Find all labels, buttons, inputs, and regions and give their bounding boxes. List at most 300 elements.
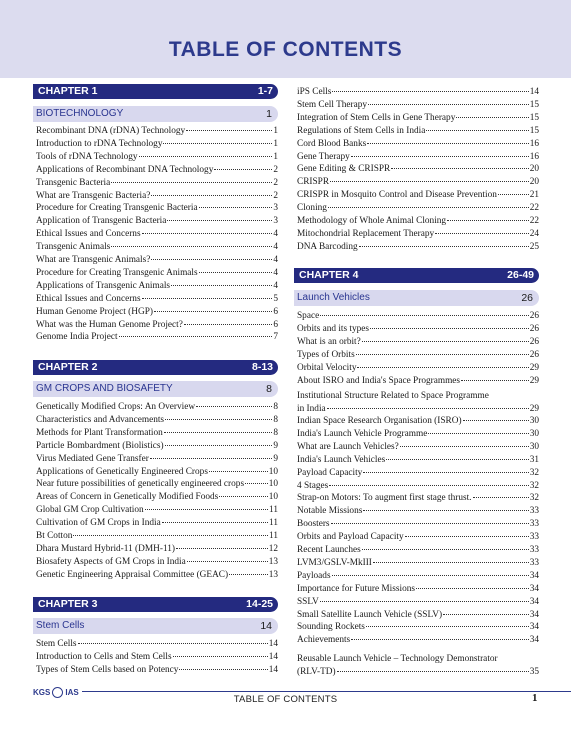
footer-title: TABLE OF CONTENTS	[233, 694, 338, 705]
dot-leader	[367, 143, 528, 144]
dot-leader	[351, 639, 529, 640]
chapter-2-section[interactable]: GM CROPS AND BIOSAFETY 8	[33, 381, 278, 397]
toc-entry[interactable]	[297, 481, 539, 492]
toc-entry-title: Genome India Project	[36, 332, 118, 343]
toc-entry[interactable]	[36, 544, 278, 555]
toc-entry-title: Application of Transgenic Bacteria	[36, 216, 167, 227]
toc-entry[interactable]	[36, 216, 278, 227]
toc-entry[interactable]	[297, 519, 539, 530]
dot-leader	[330, 181, 529, 182]
toc-entry[interactable]	[297, 506, 539, 517]
dot-leader	[400, 446, 529, 447]
toc-entry-page: 20	[529, 164, 539, 175]
dot-leader	[165, 419, 272, 420]
dot-leader	[328, 207, 529, 208]
toc-entry[interactable]	[297, 126, 539, 137]
dot-leader	[199, 207, 273, 208]
toc-entry-title: Orbital Velocity	[297, 362, 357, 373]
page-title: TABLE OF CONTENTS	[168, 38, 403, 61]
toc-entry-title: Cultivation of GM Crops in India	[36, 518, 161, 529]
toc-entry-page: 32	[529, 493, 539, 504]
toc-entry-title: Achievements	[297, 635, 351, 646]
dot-leader	[416, 588, 529, 589]
toc-entry-page: 12	[268, 543, 278, 554]
dot-leader	[162, 522, 268, 523]
toc-entry[interactable]	[36, 531, 278, 542]
toc-entry-page: 2	[273, 164, 278, 175]
toc-entry-page: 6	[273, 319, 278, 330]
toc-entry-title: Procedure for Creating Transgenic Animals	[36, 267, 198, 278]
toc-entry[interactable]	[36, 139, 278, 150]
toc-entry-page: 30	[529, 441, 539, 452]
toc-entry[interactable]	[36, 152, 278, 163]
toc-entry[interactable]	[297, 229, 539, 240]
toc-entry[interactable]	[36, 557, 278, 568]
toc-entry-page: 4	[273, 280, 278, 291]
toc-entry-page: 29	[529, 375, 539, 386]
toc-entry-page: 33	[529, 519, 539, 530]
dot-leader	[405, 536, 529, 537]
toc-entry[interactable]	[36, 415, 278, 426]
toc-entry-title: Introduction to rDNA Technology	[36, 138, 163, 149]
toc-entry-page: 33	[529, 506, 539, 517]
toc-entry[interactable]	[297, 100, 539, 111]
toc-entry[interactable]	[297, 622, 539, 633]
toc-entry-title: Stem Cells	[36, 639, 77, 649]
toc-entry-title: Indian Space Research Organisation (ISRO)	[297, 416, 462, 426]
toc-entry[interactable]	[36, 165, 278, 176]
toc-entry[interactable]	[36, 467, 278, 478]
toc-entry-page: 4	[273, 229, 278, 240]
toc-entry[interactable]	[297, 635, 539, 646]
toc-entry-title: What are Transgenic Animals?	[36, 255, 151, 265]
toc-entry-page: 34	[529, 609, 539, 620]
toc-entry[interactable]	[297, 558, 539, 569]
toc-entry-title: What are Launch Vehicles?	[297, 441, 399, 452]
toc-entry-title: Applications of Genetically Engineered Crops	[36, 466, 208, 477]
toc-entry-title: India's Launch Vehicle Programme	[297, 428, 428, 439]
toc-entry-page: 6	[273, 306, 278, 317]
kgs-ias-logo: KGS IAS	[33, 687, 79, 697]
toc-entry[interactable]	[297, 597, 539, 608]
toc-entry[interactable]: (RLV-TD) 35	[297, 667, 539, 677]
toc-entry-page: 31	[529, 454, 539, 465]
toc-entry-page: 14	[529, 87, 539, 97]
dot-leader	[435, 233, 529, 234]
toc-entry-title: Importance for Future Missions	[297, 583, 415, 594]
dot-leader	[73, 535, 268, 536]
toc-entry-title: Human Genome Project (HGP)	[36, 306, 153, 317]
toc-entry-page: 21	[529, 190, 539, 201]
toc-entry-page: 16	[529, 138, 539, 149]
toc-entry[interactable]	[36, 294, 278, 305]
toc-entry-page: 5	[273, 293, 278, 304]
dot-leader	[370, 328, 529, 329]
dot-leader	[447, 220, 529, 221]
toc-entry[interactable]	[297, 152, 539, 163]
dot-leader	[145, 509, 268, 510]
toc-entry[interactable]	[36, 126, 278, 137]
toc-entry[interactable]	[36, 332, 278, 343]
dot-leader	[320, 601, 529, 602]
toc-entry-title: Dhara Mustard Hybrid-11 (DMH-11)	[36, 543, 175, 554]
dot-leader	[111, 246, 272, 247]
dot-leader	[154, 311, 272, 312]
dot-leader	[391, 168, 528, 169]
toc-entry-page: 13	[268, 569, 278, 580]
toc-entry-page: 11	[269, 505, 278, 516]
toc-entry-page: 34	[529, 622, 539, 633]
toc-entry-page: 13	[268, 556, 278, 567]
toc-entry[interactable]	[297, 429, 539, 440]
dot-leader	[463, 420, 529, 421]
toc-entry-line1[interactable]: Reusable Launch Vehicle – Technology Demonstrator	[297, 654, 498, 664]
toc-entry-page: 2	[273, 177, 278, 188]
toc-entry[interactable]	[297, 610, 539, 621]
toc-entry-title: Applications of Recombinant DNA Technology	[36, 164, 214, 175]
dot-leader	[163, 143, 272, 144]
toc-entry-title: Methodology of Whole Animal Cloning	[297, 216, 447, 226]
toc-entry-page: 30	[529, 416, 539, 426]
dot-leader	[362, 549, 529, 550]
toc-entry-page: 9	[273, 453, 278, 464]
dot-leader	[443, 614, 529, 615]
dot-leader	[196, 406, 272, 407]
toc-entry[interactable]	[297, 177, 539, 188]
dot-leader	[331, 523, 529, 524]
dot-leader	[187, 561, 268, 562]
dot-leader	[214, 169, 272, 170]
dot-leader	[428, 433, 528, 434]
toc-entry[interactable]	[36, 665, 278, 676]
toc-entry[interactable]	[36, 639, 278, 650]
dot-leader	[171, 285, 272, 286]
dot-leader	[498, 194, 529, 195]
dot-leader	[357, 367, 528, 368]
dot-leader	[219, 496, 267, 497]
toc-entry-page: 26	[529, 311, 539, 321]
toc-entry-page: 4	[273, 267, 278, 278]
toc-entry-page: 10	[268, 492, 278, 503]
toc-entry-title: Space	[297, 311, 320, 321]
toc-entry-title: Virus Mediated Gene Transfer	[36, 453, 149, 464]
toc-entry-title: India's Launch Vehicles	[297, 454, 386, 465]
dot-leader	[351, 156, 529, 157]
dot-leader	[186, 130, 272, 131]
toc-entry[interactable]	[297, 324, 539, 335]
dot-leader	[209, 471, 268, 472]
toc-entry-title: CRISPR	[297, 177, 330, 188]
toc-entry-page: 33	[529, 557, 539, 568]
toc-entry-page: 26	[529, 349, 539, 360]
toc-entry-title: Tools of rDNA Technology	[36, 151, 138, 162]
toc-entry-page: 33	[529, 532, 539, 543]
toc-entry-page: 25	[529, 241, 539, 252]
chapter-4-section[interactable]: Launch Vehicles 26	[294, 290, 539, 306]
toc-entry-title: Types of Orbits	[297, 349, 355, 360]
toc-entry-title: Sounding Rockets	[297, 622, 365, 633]
dot-leader	[173, 656, 268, 657]
toc-entry-page: 8	[273, 414, 278, 425]
toc-entry[interactable]	[297, 493, 539, 504]
toc-entry-page: 26	[529, 323, 539, 334]
toc-entry[interactable]	[36, 428, 278, 439]
dot-leader	[362, 341, 529, 342]
dot-leader	[229, 574, 268, 575]
dot-leader	[150, 458, 273, 459]
toc-entry-title: Ethical Issues and Concerns	[36, 293, 141, 304]
toc-entry-title: Particle Bombardment (Biolistics)	[36, 440, 164, 451]
toc-entry-title: Payload Capacity	[297, 467, 363, 478]
toc-entry-title: Orbits and Payload Capacity	[297, 532, 404, 543]
toc-entry-page: 34	[529, 596, 539, 607]
toc-entry-page: 4	[273, 255, 278, 265]
toc-entry[interactable]	[297, 416, 539, 427]
toc-entry-line1[interactable]: Institutional Structure Related to Space Programme	[297, 391, 489, 401]
dot-leader	[363, 510, 528, 511]
toc-entry[interactable]	[297, 190, 539, 201]
toc-entry-title: Stem Cell Therapy	[297, 99, 368, 110]
dot-leader	[426, 130, 528, 131]
dot-leader	[329, 485, 528, 486]
toc-entry-page: 10	[268, 479, 278, 490]
toc-entry-title: Genetically Modified Crops: An Overview	[36, 402, 196, 412]
chapter-3-header[interactable]: CHAPTER 3 14-25	[33, 597, 278, 612]
toc-entry-title: Cloning	[297, 203, 327, 214]
toc-entry-page: 2	[273, 190, 278, 201]
toc-entry-title: Regulations of Stem Cells in India	[297, 125, 426, 136]
dot-leader	[461, 380, 529, 381]
toc-entry-title: Ethical Issues and Concerns	[36, 229, 141, 240]
toc-entry-title: Strap-on Motors: To augment first stage thrust.	[297, 493, 472, 504]
toc-entry-title: Recombinant DNA (rDNA) Technology	[36, 126, 186, 136]
toc-entry-page: 1	[273, 138, 278, 149]
toc-entry[interactable]	[36, 191, 278, 202]
dot-leader	[119, 336, 273, 337]
toc-entry-page: 1	[273, 126, 278, 136]
dot-leader	[199, 272, 273, 273]
toc-entry[interactable]	[36, 518, 278, 529]
toc-entry-title: Gene Editing & CRISPR	[297, 164, 391, 175]
dot-leader	[456, 117, 528, 118]
toc-entry-title: iPS Cells	[297, 87, 332, 97]
toc-entry-title: Mitochondrial Replacement Therapy	[297, 228, 435, 239]
toc-entry-title: Methods for Plant Transformation	[36, 427, 163, 438]
dot-leader	[164, 432, 273, 433]
toc-entry[interactable]	[297, 584, 539, 595]
toc-entry[interactable]	[297, 337, 539, 348]
toc-entry-page: 26	[529, 336, 539, 347]
dot-leader	[139, 156, 273, 157]
toc-entry-title: SSLV	[297, 596, 319, 607]
toc-entry[interactable]	[36, 320, 278, 331]
toc-entry-page: 24	[529, 228, 539, 239]
toc-entry[interactable]	[36, 505, 278, 516]
toc-entry-page: 33	[529, 545, 539, 555]
toc-entry-page: 3	[273, 203, 278, 214]
toc-entry[interactable]	[297, 363, 539, 374]
toc-entry-title: Genetic Engineering Appraisal Committee (GEAC)	[36, 569, 229, 580]
toc-entry-title: Cord Blood Banks	[297, 138, 367, 149]
toc-entry[interactable]	[297, 571, 539, 582]
toc-entry-title: What are Transgenic Bacteria?	[36, 190, 151, 201]
toc-entry-title: Applications of Transgenic Animals	[36, 280, 171, 291]
toc-entry-page: 15	[529, 112, 539, 123]
toc-entry-title: Introduction to Cells and Stem Cells	[36, 651, 172, 662]
dot-leader	[386, 459, 528, 460]
toc-entry[interactable]	[36, 454, 278, 465]
toc-entry-page: 9	[273, 440, 278, 451]
toc-entry[interactable]	[297, 468, 539, 479]
dot-leader	[151, 259, 272, 260]
dot-leader	[142, 233, 273, 234]
dot-leader	[78, 643, 268, 644]
toc-entry-title: Transgenic Bacteria	[36, 177, 111, 188]
toc-entry-title: Near future possibilities of genetically engineered crops	[36, 479, 245, 490]
toc-entry[interactable]	[36, 255, 278, 266]
page-number: 1	[532, 692, 538, 704]
toc-entry-title: Bt Cotton	[36, 531, 73, 541]
toc-entry-title: Integration of Stem Cells in Gene Therapy	[297, 112, 456, 123]
toc-entry-title: CRISPR in Mosquito Control and Disease Prevention	[297, 190, 497, 201]
toc-entry-page: 22	[529, 203, 539, 214]
toc-entry-page: 16	[529, 151, 539, 162]
toc-entry[interactable]	[36, 268, 278, 279]
toc-entry-title: Procedure for Creating Transgenic Bacteria	[36, 203, 198, 214]
dot-leader	[176, 548, 268, 549]
toc-entry-page: 15	[529, 125, 539, 136]
toc-entry-title: What is an orbit?	[297, 336, 361, 347]
toc-entry[interactable]	[297, 442, 539, 453]
toc-entry[interactable]	[36, 307, 278, 318]
toc-entry[interactable]	[36, 203, 278, 214]
toc-entry-page: 29	[529, 362, 539, 373]
toc-entry-page: 14	[268, 664, 278, 675]
toc-entry-page: 3	[273, 216, 278, 227]
toc-entry-page: 8	[273, 427, 278, 438]
toc-entry[interactable]	[36, 281, 278, 292]
dot-leader	[151, 195, 272, 196]
dot-leader	[184, 324, 272, 325]
toc-entry[interactable]	[297, 87, 539, 98]
toc-entry-page: 4	[273, 242, 278, 253]
chapter-1-section[interactable]: BIOTECHNOLOGY 1	[33, 106, 278, 122]
toc-entry[interactable]	[297, 350, 539, 361]
toc-entry[interactable]	[297, 311, 539, 322]
toc-entry-page: 1	[273, 151, 278, 162]
toc-entry-title: Characteristics and Advancements	[36, 414, 165, 425]
toc-entry-title: Orbits and its types	[297, 323, 370, 334]
toc-entry[interactable]	[36, 441, 278, 452]
toc-entry[interactable]	[297, 455, 539, 466]
dot-leader	[359, 246, 529, 247]
dot-leader	[368, 104, 529, 105]
toc-entry-title: Types of Stem Cells based on Potency	[36, 664, 179, 675]
toc-entry-page: 34	[529, 583, 539, 594]
toc-entry[interactable]	[36, 652, 278, 663]
toc-entry-page: 11	[269, 518, 278, 529]
toc-entry[interactable]	[36, 402, 278, 413]
dot-leader	[332, 575, 529, 576]
dot-leader	[373, 562, 529, 563]
toc-entry-title: Areas of Concern in Genetically Modified Foods	[36, 492, 219, 503]
chapter-3-section[interactable]: Stem Cells 14	[33, 618, 278, 634]
toc-entry-title: Biosafety Aspects of GM Crops in India	[36, 556, 186, 567]
toc-entry[interactable]	[297, 203, 539, 214]
toc-entry[interactable]	[36, 229, 278, 240]
toc-entry[interactable]	[36, 178, 278, 189]
dot-leader	[366, 626, 529, 627]
toc-entry[interactable]	[36, 570, 278, 581]
toc-entry-title: 4 Stages	[297, 480, 329, 491]
chapter-4-header[interactable]: CHAPTER 4 26-49	[294, 268, 539, 283]
toc-entry-page: 7	[273, 332, 278, 343]
toc-entry[interactable]	[297, 242, 539, 253]
toc-entry-page: 22	[529, 216, 539, 226]
dot-leader	[142, 298, 273, 299]
toc-entry[interactable]	[36, 242, 278, 253]
toc-entry-title: Payloads	[297, 570, 331, 581]
toc-entry-title: Boosters	[297, 519, 330, 530]
toc-entry[interactable]	[297, 216, 539, 227]
toc-entry-page: 10	[268, 466, 278, 477]
toc-entry-page: 11	[269, 531, 278, 541]
toc-entry-page: 30	[529, 428, 539, 439]
toc-entry-title: Notable Missions	[297, 506, 363, 517]
dot-leader	[179, 669, 267, 670]
toc-entry[interactable]: in India 29	[297, 404, 539, 414]
chapter-1-header[interactable]: CHAPTER 1 1-7	[33, 84, 278, 99]
toc-entry[interactable]	[36, 492, 278, 503]
dot-leader	[363, 472, 528, 473]
dot-leader	[356, 354, 529, 355]
toc-entry-page: 32	[529, 480, 539, 491]
toc-entry-title: Gene Therapy	[297, 151, 350, 162]
dot-leader	[320, 315, 529, 316]
toc-entry[interactable]	[297, 164, 539, 175]
toc-entry-page: 34	[529, 635, 539, 646]
toc-entry-page: 20	[529, 177, 539, 188]
toc-entry-title: LVM3/GSLV-MkIII	[297, 557, 372, 568]
toc-entry[interactable]	[297, 139, 539, 150]
toc-entry-title: What was the Human Genome Project?	[36, 319, 183, 330]
dot-leader	[473, 497, 529, 498]
toc-entry-title: Transgenic Animals	[36, 242, 111, 253]
toc-entry-page: 32	[529, 467, 539, 478]
chapter-2-header[interactable]: CHAPTER 2 8-13	[33, 360, 278, 375]
toc-entry-page: 15	[529, 99, 539, 110]
toc-entry-page: 34	[529, 570, 539, 581]
toc-entry[interactable]	[297, 532, 539, 543]
toc-entry[interactable]	[297, 376, 539, 387]
toc-entry-title: Small Satellite Launch Vehicle (SSLV)	[297, 609, 443, 620]
footer	[0, 687, 571, 709]
toc-entry-title: DNA Barcoding	[297, 241, 358, 252]
toc-entry[interactable]	[297, 113, 539, 124]
toc-entry-page: 14	[268, 651, 278, 662]
toc-entry[interactable]	[36, 479, 278, 490]
dot-leader	[167, 220, 272, 221]
dot-leader	[111, 182, 272, 183]
toc-entry-page: 14	[268, 639, 278, 649]
toc-entry-page: 8	[273, 402, 278, 412]
footer-rule	[82, 691, 571, 692]
dot-leader	[245, 483, 268, 484]
toc-entry-title: About ISRO and India's Space Programmes	[297, 375, 461, 386]
toc-entry[interactable]	[297, 545, 539, 556]
toc-entry-title: Global GM Crop Cultivation	[36, 505, 144, 516]
dot-leader	[165, 445, 273, 446]
